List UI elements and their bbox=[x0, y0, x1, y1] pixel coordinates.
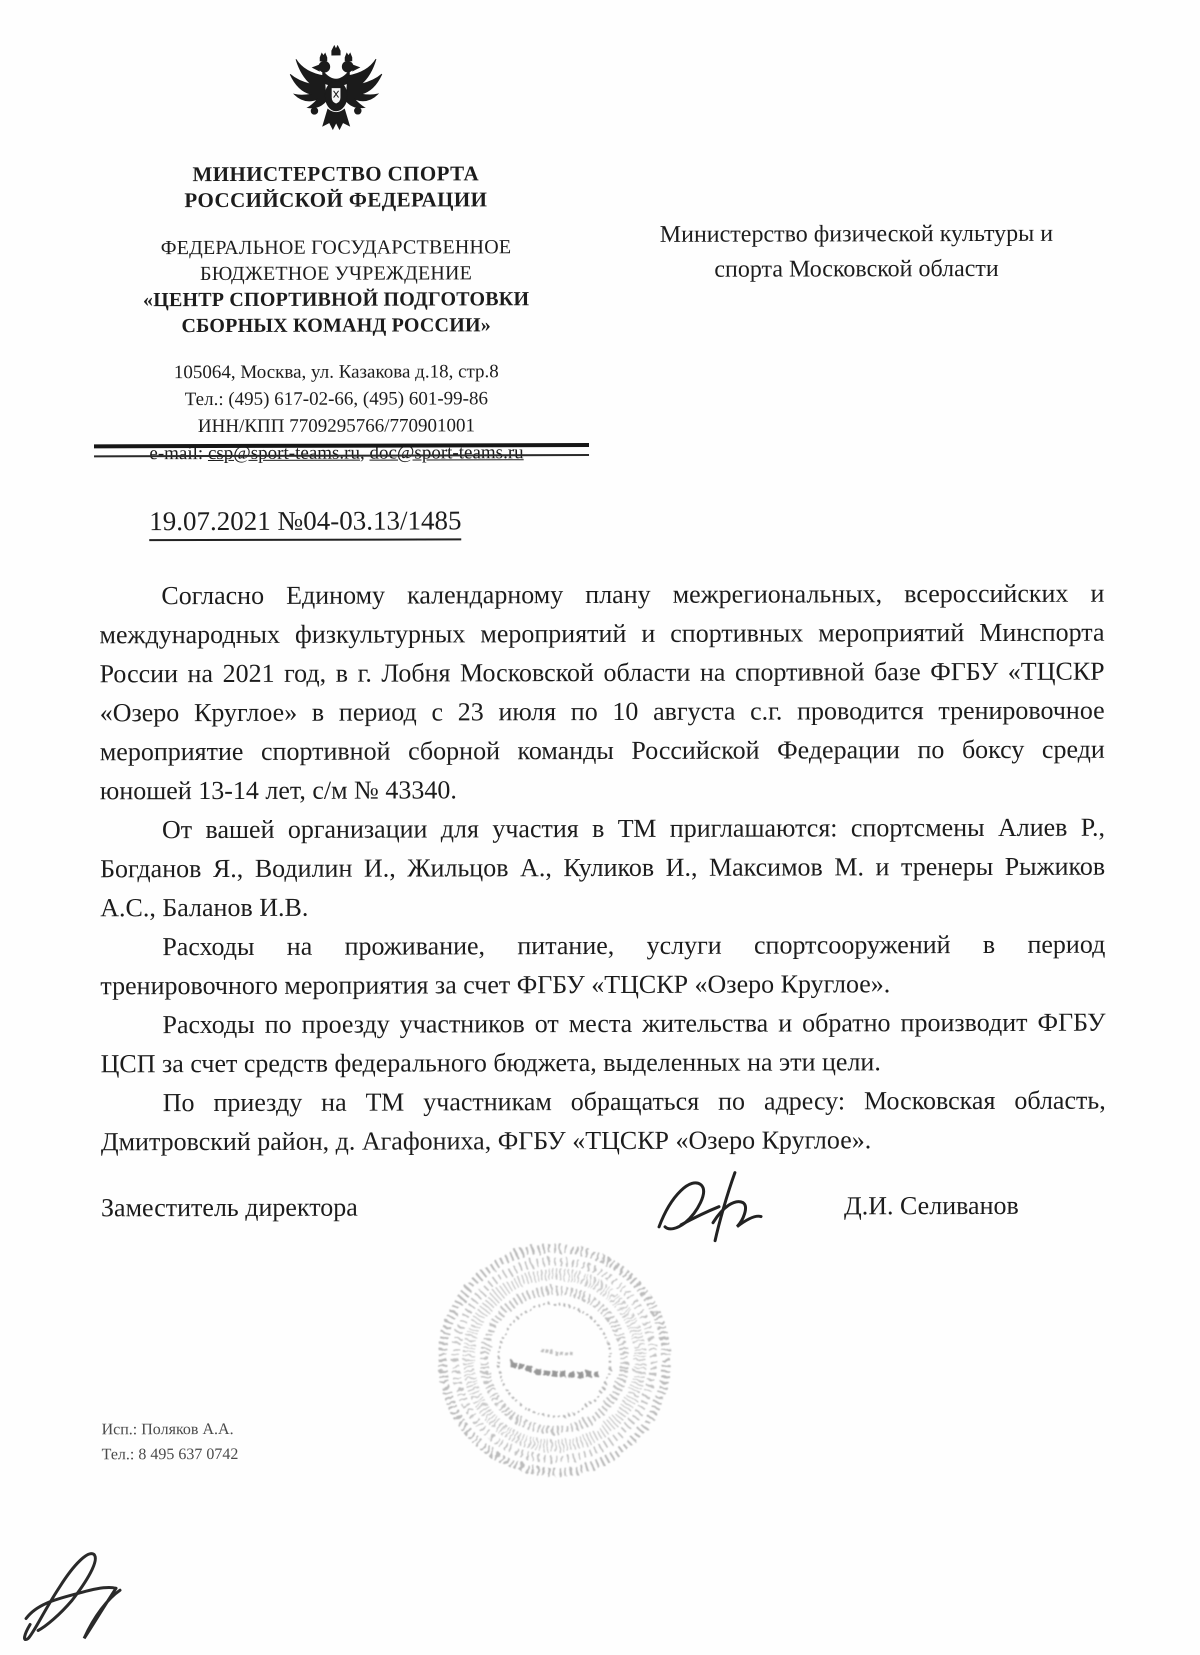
paragraph-4: Расходы по проезду участников от места жительства и обратно производит ФГБУ ЦСП за счет средств федерального бюджета, выделенных на эти цели. bbox=[100, 1007, 1106, 1079]
email-label: e-mail: bbox=[149, 443, 208, 465]
letterhead-divider-rule bbox=[94, 443, 589, 457]
handwritten-signature bbox=[651, 1165, 781, 1260]
executor-phone: Тел.: 8 495 637 0742 bbox=[101, 1445, 239, 1464]
organization-name bbox=[93, 234, 578, 339]
org-name-line2: БЮДЖЕТНОЕ УЧРЕЖДЕНИЕ bbox=[200, 262, 473, 286]
round-stamp-seal bbox=[413, 1219, 695, 1501]
letter-body bbox=[99, 574, 1106, 1162]
reference-date-number: 19.07.2021 №04-03.13/1485 bbox=[149, 505, 461, 541]
handwritten-mark bbox=[20, 1506, 155, 1651]
email-link-2[interactable]: doc@sport-teams.ru bbox=[369, 442, 524, 464]
recipient-line1: Министерство физической культуры и bbox=[659, 220, 1054, 248]
inn-kpp: ИНН/КПП 7709295766/770901001 bbox=[197, 415, 476, 438]
email-link-1[interactable]: csp@sport-teams.ru bbox=[207, 442, 361, 465]
email-separator: , bbox=[359, 442, 370, 464]
paragraph-2: От вашей организации для участия в ТМ приглашаются: спортсмены Алиев Р., Богданов Я., Водилин И., Жильцов А., Куликов И., Максимов М. и тренеры Рыжиков А.С., Баланов И.В. bbox=[100, 812, 1106, 923]
org-name-line1: ФЕДЕРАЛЬНОЕ ГОСУДАРСТВЕННОЕ bbox=[160, 236, 512, 260]
letterhead-left-column bbox=[93, 40, 579, 467]
postal-address: 105064, Москва, ул. Казакова д.18, стр.8 bbox=[173, 361, 499, 384]
paragraph-3: Расходы на проживание, питание, услуги спортсооружений в период тренировочного мероприятия за счет ФГБУ «ТЦСКР «Озеро Круглое». bbox=[100, 929, 1106, 1001]
ministry-name-line2: РОССИЙСКОЙ ФЕДЕРАЦИИ bbox=[184, 187, 488, 213]
executor-name: Исп.: Поляков А.А. bbox=[101, 1420, 234, 1439]
ministry-name-line1: МИНИСТЕРСТВО СПОРТА bbox=[192, 161, 480, 187]
executor-block bbox=[102, 1417, 239, 1467]
recipient-block bbox=[606, 217, 1106, 288]
org-name-line4: СБОРНЫХ КОМАНД РОССИИ» bbox=[181, 314, 491, 338]
recipient-line2: спорта Московской области bbox=[714, 255, 999, 283]
signer-position-title: Заместитель директора bbox=[100, 1192, 358, 1223]
ministry-name bbox=[93, 160, 578, 213]
coat-of-arms-eagle-icon bbox=[285, 41, 385, 153]
signer-name: Д.И. Селиванов bbox=[843, 1190, 1019, 1221]
paragraph-5: По приезду на ТМ участникам обращаться по адресу: Московская область, Дмитровский район, д. Агафониха, ФГБУ «ТЦСКР «Озеро Круглое». bbox=[100, 1085, 1106, 1157]
org-name-line3: «ЦЕНТР СПОРТИВНОЙ ПОДГОТОВКИ bbox=[142, 288, 530, 312]
phone-numbers: Тел.: (495) 617-02-66, (495) 601-99-86 bbox=[184, 388, 488, 411]
paragraph-1: Согласно Единому календарному плану межрегиональных, всероссийских и международных физкультурных мероприятий и спортивных мероприятий Минспорта России на 2021 год, в г. Лобня Московской области на спортивной базе ФГБУ «ТЦСКР «Озеро Круглое» в период с 23 июля по 10 августа с.г. проводится тренировочное мероприятие спортивной сборной команды Российской Федерации по боксу среди юношей 13-14 лет, с/м № 43340. bbox=[99, 578, 1105, 806]
